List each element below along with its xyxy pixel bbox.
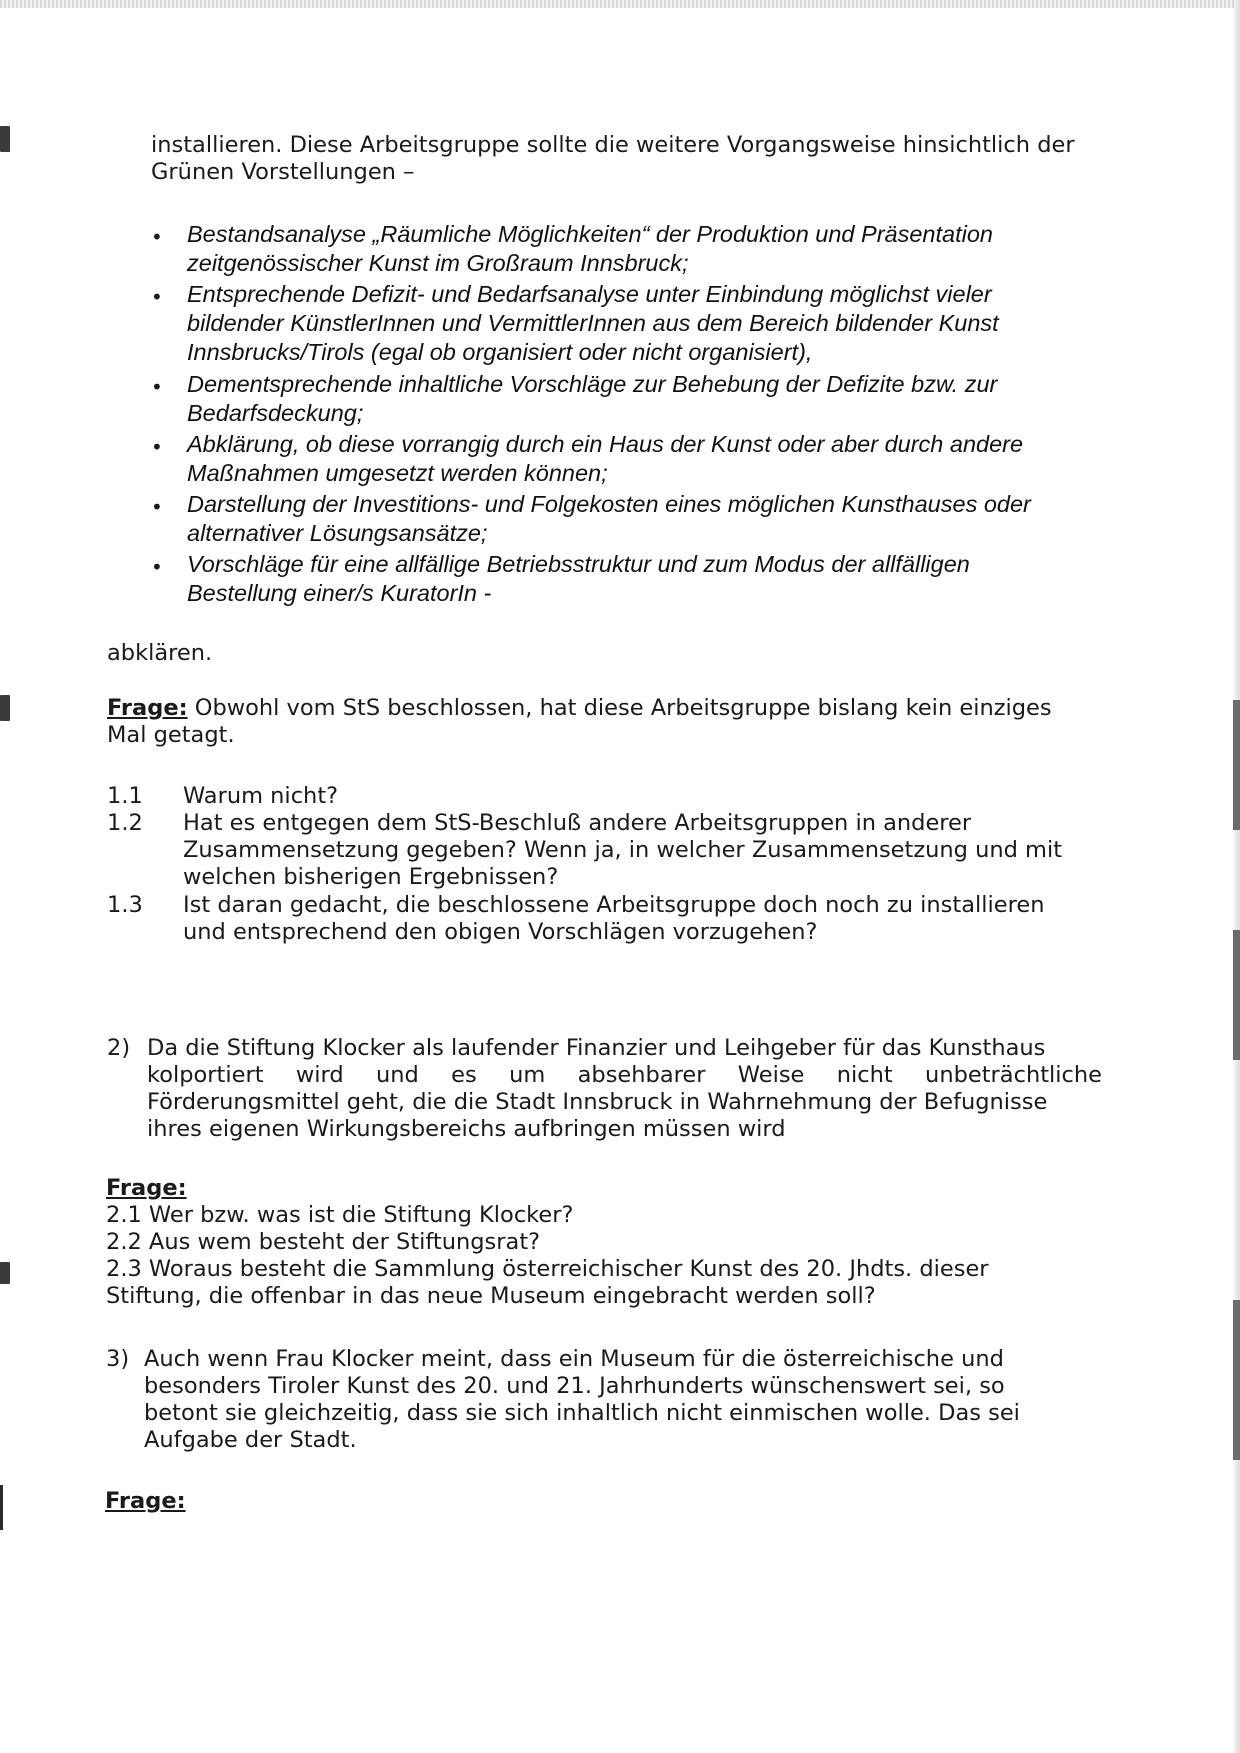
list-item: Hat es entgegen dem StS-Beschluß andere Arbeitsgruppen in anderer Zusammensetzung gegeben? Wenn ja, in welcher Zusammensetzung und mit welchen bisherigen Ergebnissen? [183, 810, 1063, 890]
question-label: Frage: [105, 1488, 186, 1514]
list-item: Dementsprechende inhaltliche Vorschläge zur Behebung der Defizite bzw. zur Bedarfsdeckung; [187, 371, 998, 426]
scan-shadow [1233, 930, 1240, 1060]
list-item: Warum nicht? [183, 783, 339, 809]
intro-paragraph [151, 132, 1111, 186]
bullet-icon: • [151, 375, 163, 399]
question-label: Frage: [106, 1175, 187, 1201]
section-number: 3) [106, 1346, 130, 1372]
item-number: 1.3 [107, 892, 143, 918]
scan-shadow [1233, 700, 1240, 830]
section-number: 2) [107, 1035, 131, 1061]
list-item: Entsprechende Defizit- und Bedarfsanalyse unter Einbindung möglichst vieler bildender KünstlerInnen und VermittlerInnen aus dem Bereich bildender Kunst Innsbrucks/Tirols (egal ob organisiert oder nicht organisiert), [187, 281, 999, 365]
list-item: Ist daran gedacht, die beschlossene Arbeitsgruppe doch noch zu installieren und entsprechend den obigen Vorschlägen vorzugehen? [183, 892, 1045, 945]
text-line: Obwohl vom StS beschlossen, hat diese Arbeitsgruppe bislang kein einziges [194, 695, 1052, 721]
text-line: installieren. Diese Arbeitsgruppe sollte die weitere Vorgangsweise hinsichtlich der [151, 132, 1075, 158]
list-item: Abklärung, ob diese vorrangig durch ein Haus der Kunst oder aber durch andere Maßnahmen umgesetzt werden können; [187, 431, 1024, 486]
scan-shadow [1233, 1300, 1240, 1460]
item-number: 1.1 [107, 783, 143, 809]
scan-edge-left [0, 1485, 3, 1530]
punch-hole-mark [0, 1262, 10, 1284]
section-paragraph: Da die Stiftung Klocker als laufender Finanzier und Leihgeber für das Kunsthaus kolportiert wird und es um absehbarer Weise nicht unbeträchtliche Förderungsmittel geht, die die Stadt Innsbruck in Wahrnehmung der Befugnisse ihres eigenen Wirkungsbereichs aufbringen müssen wird [147, 1035, 1102, 1142]
item-number: 1.2 [107, 810, 143, 836]
punch-hole-mark [0, 126, 10, 152]
text-line: Mal getagt. [107, 722, 235, 748]
scan-edge-right [1234, 0, 1240, 1753]
question-list: 2.1 Wer bzw. was ist die Stiftung Klocker? 2.2 Aus wem besteht der Stiftungsrat? 2.3 Woraus besteht die Sammlung österreichischer Kunst des 20. Jhdts. dieser Stiftung, die offenbar in das neue Museum eingebracht werden soll? [106, 1202, 989, 1309]
scan-edge-top [0, 0, 1240, 8]
text-line: Grünen Vorstellungen – [151, 159, 415, 185]
closing-word: abklären. [107, 640, 213, 666]
list-item: Vorschläge für eine allfällige Betriebsstruktur und zum Modus der allfälligen Bestellung einer/s KuratorIn - [187, 551, 970, 606]
bullet-icon: • [151, 435, 163, 459]
list-item: Darstellung der Investitions- und Folgekosten eines möglichen Kunsthauses oder alternativer Lösungsansätze; [187, 491, 1031, 546]
bullet-icon: • [151, 225, 163, 249]
question-label: Frage: [107, 695, 188, 721]
question-paragraph [107, 695, 1106, 749]
list-item: Bestandsanalyse „Räumliche Möglichkeiten“ der Produktion und Präsentation zeitgenössischer Kunst im Großraum Innsbruck; [187, 221, 993, 276]
section-paragraph: Auch wenn Frau Klocker meint, dass ein Museum für die österreichische und besonders Tiroler Kunst des 20. und 21. Jahrhunderts wünschenswert sei, so betont sie gleichzeitig, dass sie sich inhaltlich nicht einmischen wolle. Das sei Aufgabe der Stadt. [144, 1346, 1020, 1453]
bullet-icon: • [151, 495, 163, 519]
bullet-icon: • [151, 285, 163, 309]
punch-hole-mark [0, 695, 10, 721]
bullet-icon: • [151, 555, 163, 579]
